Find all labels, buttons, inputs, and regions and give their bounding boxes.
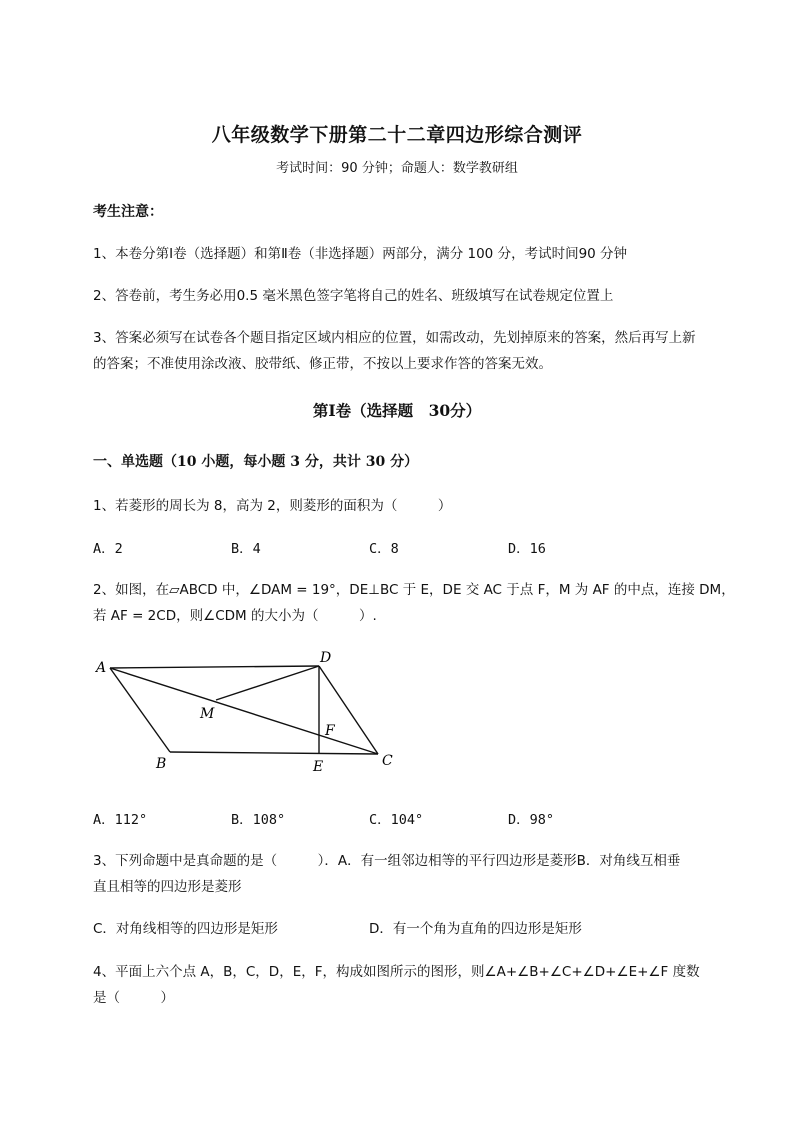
q1-option-c[interactable]: C．8 — [369, 541, 399, 557]
notice-item: 1、本卷分第Ⅰ卷（选择题）和第Ⅱ卷（非选择题）两部分，满分 100 分，考试时间90 分钟 — [93, 246, 628, 262]
label-e: E — [313, 759, 324, 775]
q1-option-d[interactable]: D．16 — [508, 541, 546, 557]
label-d: D — [320, 650, 332, 666]
q3-option-c[interactable]: C．对角线相等的四边形是矩形 — [93, 921, 278, 937]
question-3-line2: 直且相等的四边形是菱形 — [93, 879, 242, 895]
notice-item: 2、答卷前，考生务必用0.5 毫米黑色签字笔将自己的姓名、班级填写在试卷规定位置上 — [93, 288, 614, 304]
label-f: F — [325, 723, 335, 739]
notice-heading: 考生注意： — [93, 204, 163, 220]
question-4-line2: 是（ ） — [93, 990, 174, 1006]
q3-option-d[interactable]: D．有一个角为直角的四边形是矩形 — [369, 921, 582, 937]
q1-option-b[interactable]: B．4 — [231, 541, 261, 557]
page-title: 八年级数学下册第二十二章四边形综合测评 — [211, 124, 583, 146]
notice-item: 3、答案必须写在试卷各个题目指定区域内相应的位置，如需改动，先划掉原来的答案，然后再写上新 — [93, 330, 696, 346]
label-c: C — [382, 753, 393, 769]
question-2-line1: 2、如图，在▱ABCD 中，∠DAM = 19°，DE⊥BC 于 E，DE 交 AC 于点 F，M 为 AF 的中点，连接 DM， — [93, 582, 735, 598]
q1-option-a[interactable]: A．2 — [93, 541, 123, 557]
label-b: B — [156, 756, 167, 772]
label-m: M — [200, 706, 215, 722]
q2-option-b[interactable]: B．108° — [231, 812, 286, 828]
question-2-line2: 若 AF = 2CD，则∠CDM 的大小为（ ）. — [93, 608, 377, 624]
label-a: A — [96, 660, 107, 676]
question-1-text: 1、若菱形的周长为 8，高为 2，则菱形的面积为（ ） — [93, 498, 452, 514]
section-title: 第Ⅰ卷（选择题 30分） — [312, 401, 482, 420]
q2-option-d[interactable]: D．98° — [508, 812, 555, 828]
notice-item: 的答案；不准使用涂改液、胶带纸、修正带，不按以上要求作答的答案无效。 — [93, 356, 552, 372]
part-heading: 一、单选题（10 小题，每小题 3 分，共计 30 分） — [93, 454, 419, 470]
q2-option-c[interactable]: C．104° — [369, 812, 424, 828]
q2-option-a[interactable]: A．112° — [93, 812, 148, 828]
parallelogram-figure — [90, 648, 410, 776]
question-3-line1: 3、下列命题中是真命题的是（ ）．A．有一组邻边相等的平行四边形是菱形B．对角线互相垂 — [93, 853, 681, 869]
page-subtitle: 考试时间：90 分钟；命题人：数学教研组 — [276, 161, 518, 176]
question-4-line1: 4、平面上六个点 A，B，C，D，E，F，构成如图所示的图形，则∠A+∠B+∠C+∠D+∠E+∠F 度数 — [93, 964, 700, 980]
